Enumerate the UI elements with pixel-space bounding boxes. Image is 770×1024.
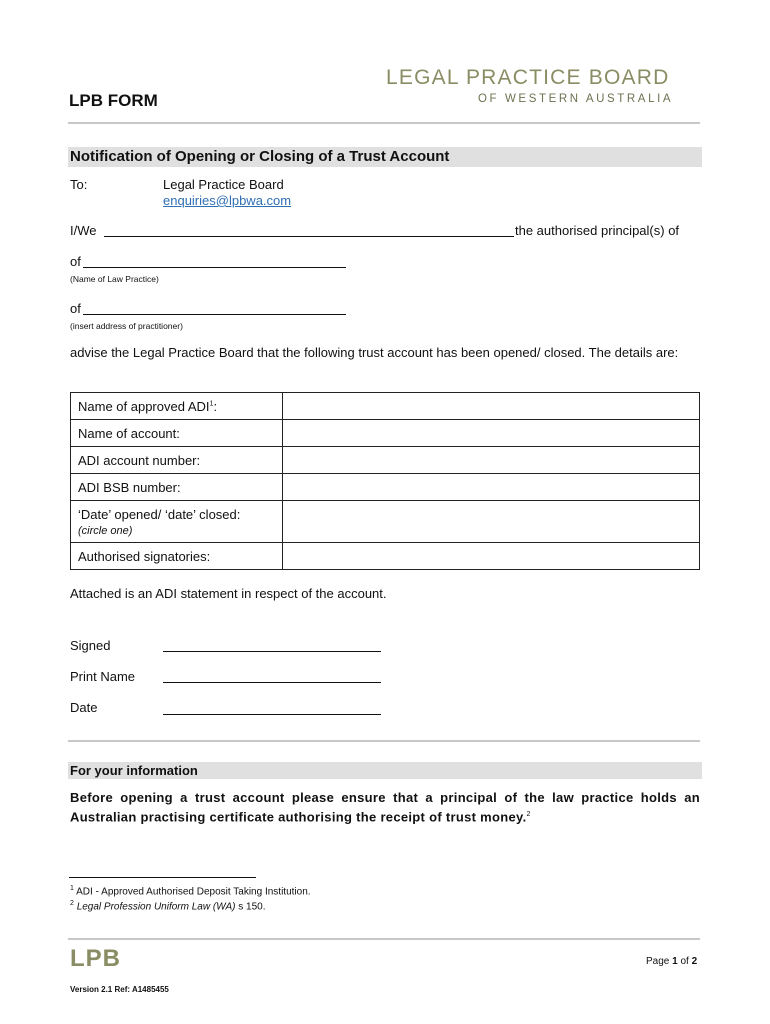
address-field[interactable] bbox=[83, 301, 346, 315]
bsb-number-input[interactable] bbox=[283, 474, 700, 501]
form-title: Notification of Opening or Closing of a Trust Account bbox=[68, 147, 702, 167]
info-title: For your information bbox=[68, 762, 702, 779]
table-row bbox=[71, 543, 700, 570]
lpb-logo: LPB bbox=[70, 945, 121, 972]
brand-subtitle: OF WESTERN AUSTRALIA bbox=[478, 93, 674, 105]
header-divider bbox=[68, 122, 700, 124]
detail-label: ADI BSB number: bbox=[71, 474, 283, 501]
authorised-signatories-input[interactable] bbox=[283, 543, 700, 570]
version-ref: Version 2.1 Ref: A1485455 bbox=[70, 985, 169, 994]
footnote-1: $^1$ ADI - Approved Authorised Deposit Taking Institution. bbox=[70, 885, 311, 898]
law-practice-field[interactable] bbox=[83, 254, 346, 268]
footnote-2: $^2$ Legal Profession Uniform Law (WA) s 150. bbox=[70, 900, 266, 913]
circle-one-note: (circle one) bbox=[78, 524, 133, 537]
footnote-ref: 1 bbox=[209, 400, 214, 408]
advise-paragraph: advise the Legal Practice Board that the following trust account has been opened/ closed. The details are: bbox=[70, 345, 679, 360]
detail-label: Name of approved ADI$^1$: bbox=[71, 393, 283, 420]
footnote-ref: 2 bbox=[526, 811, 531, 818]
account-name-input[interactable] bbox=[283, 420, 700, 447]
account-number-input[interactable] bbox=[283, 447, 700, 474]
signature-line[interactable] bbox=[163, 651, 381, 652]
iwe-suffix: the authorised principal(s) of bbox=[515, 223, 680, 238]
table-row bbox=[71, 474, 700, 501]
detail-label: Authorised signatories: bbox=[71, 543, 283, 570]
trust-account-details-table bbox=[70, 392, 700, 570]
info-paragraph: Before opening a trust account please ensure that a principal of the law practice holds an Australian practising certificate authorising the receipt of trust money.$^2$ bbox=[70, 790, 700, 825]
brand-name: LEGAL PRACTICE BOARD bbox=[386, 66, 670, 89]
table-row bbox=[71, 501, 700, 543]
section-divider bbox=[68, 740, 700, 742]
attached-statement: Attached is an ADI statement in respect of the account. bbox=[70, 586, 387, 601]
to-label: To: bbox=[70, 177, 88, 192]
of-label-address: of bbox=[70, 301, 81, 316]
recipient-email-link[interactable]: enquiries@lpbwa.com bbox=[163, 193, 292, 208]
approved-adi-input[interactable] bbox=[283, 393, 700, 420]
address-hint: (insert address of practitioner) bbox=[70, 321, 183, 331]
date-label: Date bbox=[70, 700, 98, 715]
of-label-practice: of bbox=[70, 254, 81, 269]
date-line[interactable] bbox=[163, 714, 381, 715]
iwe-prefix: I/We bbox=[70, 223, 97, 238]
detail-label: Name of account: bbox=[71, 420, 283, 447]
footer-divider bbox=[68, 938, 700, 940]
footnote-divider bbox=[69, 877, 256, 878]
page-number: Page 1 of 2 bbox=[646, 956, 698, 967]
table-row bbox=[71, 420, 700, 447]
table-row bbox=[71, 393, 700, 420]
print-name-line[interactable] bbox=[163, 682, 381, 683]
recipient-name: Legal Practice Board bbox=[163, 177, 284, 192]
table-row bbox=[71, 447, 700, 474]
detail-label: ADI account number: bbox=[71, 447, 283, 474]
principal-name-field[interactable] bbox=[104, 223, 514, 237]
form-label: LPB FORM bbox=[69, 91, 158, 110]
print-name-label: Print Name bbox=[70, 669, 136, 684]
date-opened-closed-input[interactable] bbox=[283, 501, 700, 543]
law-practice-hint: (Name of Law Practice) bbox=[70, 274, 159, 284]
signed-label: Signed bbox=[70, 638, 111, 653]
detail-label: ‘Date’ opened/ ‘date’ closed: (circle one) bbox=[71, 501, 283, 543]
